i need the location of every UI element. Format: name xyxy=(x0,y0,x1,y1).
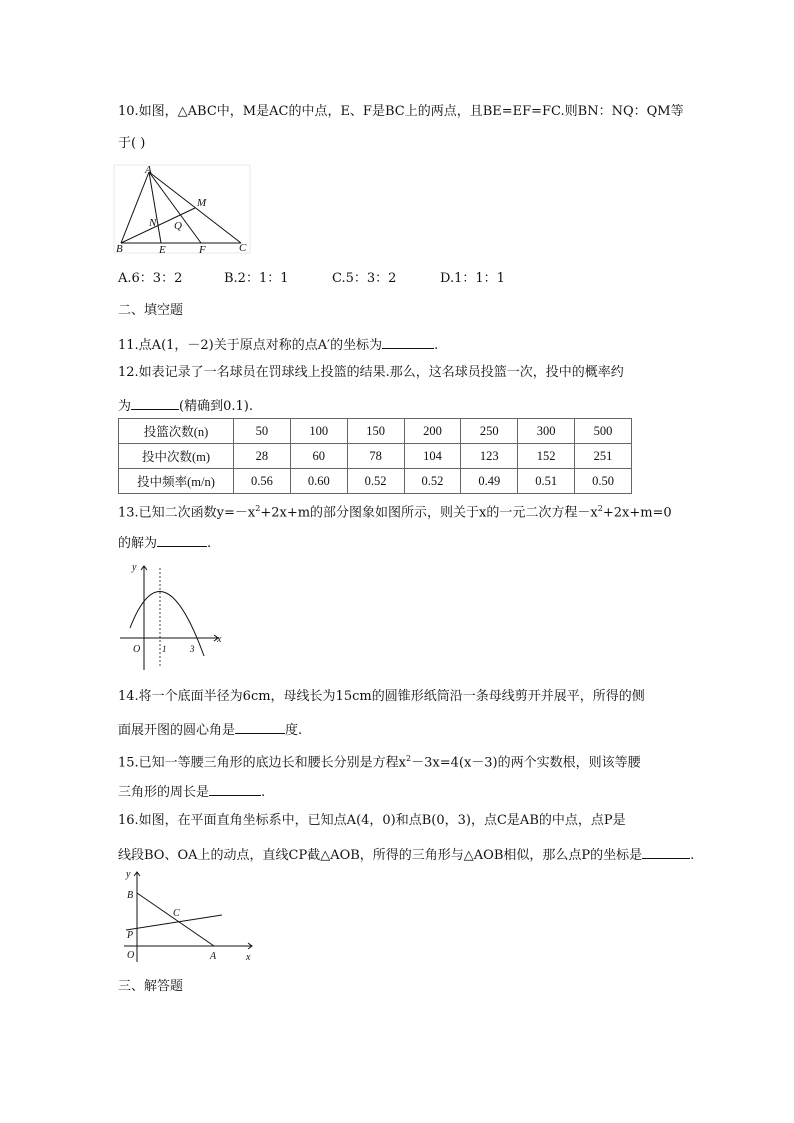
q13-exponent: 2 xyxy=(597,504,603,513)
label-Q: Q xyxy=(174,220,182,232)
q10-triangle-figure xyxy=(112,163,252,255)
label-A: A xyxy=(210,951,217,962)
option-a: A.6：3：2 xyxy=(118,271,183,286)
q12-pre: 为 xyxy=(118,399,132,414)
q16-pre: 线段BO、OA上的动点，直线CP截△AOB，所得的三角形与△AOB相似，那么点P的坐标是 xyxy=(118,848,643,863)
row-header: 投中频率(m/n) xyxy=(119,469,234,494)
q14-post: 度. xyxy=(285,723,303,738)
q16-coordinate-figure xyxy=(116,866,258,966)
q10-stem-line2: 于( ) xyxy=(118,136,146,151)
table-cell: 500 xyxy=(575,419,632,444)
table-cell: 28 xyxy=(234,444,291,469)
label-N: N xyxy=(149,217,157,229)
origin-label: O xyxy=(133,644,141,655)
q16-stem-line1: 16.如图，在平面直角坐标系中，已知点A(4，0)和点B(0，3)，点C是AB的中点，点P是 xyxy=(118,813,626,828)
option-d: D.1：1：1 xyxy=(440,271,505,286)
table-cell: 78 xyxy=(347,444,404,469)
q14-stem-line1: 14.将一个底面半径为6cm，母线长为15cm的圆锥形纸筒沿一条母线剪开并展平，所得的侧 xyxy=(118,689,645,704)
q13-stem-line1 xyxy=(118,500,672,522)
table-cell: 200 xyxy=(404,419,461,444)
label-M: M xyxy=(197,197,207,209)
q12-stem-line1: 12.如表记录了一名球员在罚球线上投篮的结果.那么，这名球员投篮一次，投中的概率约 xyxy=(118,365,624,380)
q12-post: (精确到0.1). xyxy=(179,399,253,414)
table-cell: 50 xyxy=(234,419,291,444)
label-B: B xyxy=(127,890,134,901)
table-cell: 0.49 xyxy=(461,469,518,494)
q15-pre: 三角形的周长是 xyxy=(118,785,210,800)
table-cell: 152 xyxy=(518,444,575,469)
table-cell: 150 xyxy=(347,419,404,444)
q14-stem-line2 xyxy=(118,719,302,740)
row-header: 投中次数(m) xyxy=(119,444,234,469)
q12-answer-blank[interactable] xyxy=(131,395,179,410)
table-row xyxy=(119,469,632,494)
q15-stem-line2 xyxy=(118,781,265,802)
table-row xyxy=(119,419,632,444)
q13-post: . xyxy=(207,536,212,551)
table-cell: 0.52 xyxy=(404,469,461,494)
q13-pre: 的解为 xyxy=(118,536,158,551)
q11-answer-blank[interactable] xyxy=(382,334,434,349)
label-C: C xyxy=(173,908,180,919)
q13-text-c: +2x+m=0 xyxy=(602,505,672,521)
table-cell: 300 xyxy=(518,419,575,444)
q16-stem-line2 xyxy=(118,844,694,865)
table-cell: 100 xyxy=(290,419,347,444)
q15-exponent: 2 xyxy=(406,754,412,763)
table-cell: 0.60 xyxy=(290,469,347,494)
q15-text-a: 15.已知一等腰三角形的底边长和腰长分别是方程x xyxy=(118,755,407,771)
section-answer-heading: 三、解答题 xyxy=(118,979,184,994)
q12-data-table xyxy=(118,418,632,494)
q11-text: 11.点A(1，－2)关于原点对称的点A′的坐标为 xyxy=(118,338,383,353)
q13-parabola-figure xyxy=(116,558,226,674)
axis-x-label: x xyxy=(217,634,222,645)
table-row xyxy=(119,444,632,469)
table-cell: 251 xyxy=(575,444,632,469)
q11-stem xyxy=(118,334,438,355)
axis-y-label: y xyxy=(132,562,137,573)
q15-stem-line1 xyxy=(118,750,641,772)
label-O: O xyxy=(127,950,135,961)
section-fill-in-heading: 二、填空题 xyxy=(118,303,184,318)
q16-post: . xyxy=(690,848,695,863)
table-cell: 0.56 xyxy=(234,469,291,494)
q14-pre: 面展开图的圆心角是 xyxy=(118,723,236,738)
q13-text-b: +2x+m的部分图象如图所示，则关于x的一元二次方程－x xyxy=(260,505,598,521)
option-c: C.5：3：2 xyxy=(332,271,397,286)
table-cell: 123 xyxy=(461,444,518,469)
label-F: F xyxy=(199,244,206,255)
q13-exponent: 2 xyxy=(255,504,261,513)
tick-3-label: 3 xyxy=(190,644,195,654)
axis-x-label: x xyxy=(246,952,251,963)
q13-stem-line2 xyxy=(118,532,211,553)
table-cell: 60 xyxy=(290,444,347,469)
label-C: C xyxy=(239,242,247,254)
table-cell: 0.50 xyxy=(575,469,632,494)
row-header: 投篮次数(n) xyxy=(119,419,234,444)
tick-1-label: 1 xyxy=(162,644,167,654)
table-cell: 250 xyxy=(461,419,518,444)
q15-answer-blank[interactable] xyxy=(209,781,261,796)
label-A: A xyxy=(145,164,152,176)
q14-answer-blank[interactable] xyxy=(235,719,285,734)
table-cell: 0.52 xyxy=(347,469,404,494)
q10-stem-line1: 10.如图，△ABC中，M是AC的中点，E、F是BC上的两点，且BE=EF=FC.则BN：NQ：QM等 xyxy=(118,104,684,119)
table-cell: 0.51 xyxy=(518,469,575,494)
q11-end: . xyxy=(434,338,439,353)
q16-answer-blank[interactable] xyxy=(642,844,690,859)
q13-answer-blank[interactable] xyxy=(157,532,207,547)
q13-text-a: 13.已知二次函数y=－x xyxy=(118,505,256,521)
label-P: P xyxy=(127,930,134,941)
table-cell: 104 xyxy=(404,444,461,469)
option-b: B.2：1：1 xyxy=(224,271,289,286)
axis-y-label: y xyxy=(126,869,131,880)
q15-text-b: －3x=4(x－3)的两个实数根，则该等腰 xyxy=(411,755,641,771)
q12-stem-line2 xyxy=(118,395,253,416)
label-B: B xyxy=(116,243,123,255)
label-E: E xyxy=(159,244,166,255)
q15-post: . xyxy=(261,785,266,800)
